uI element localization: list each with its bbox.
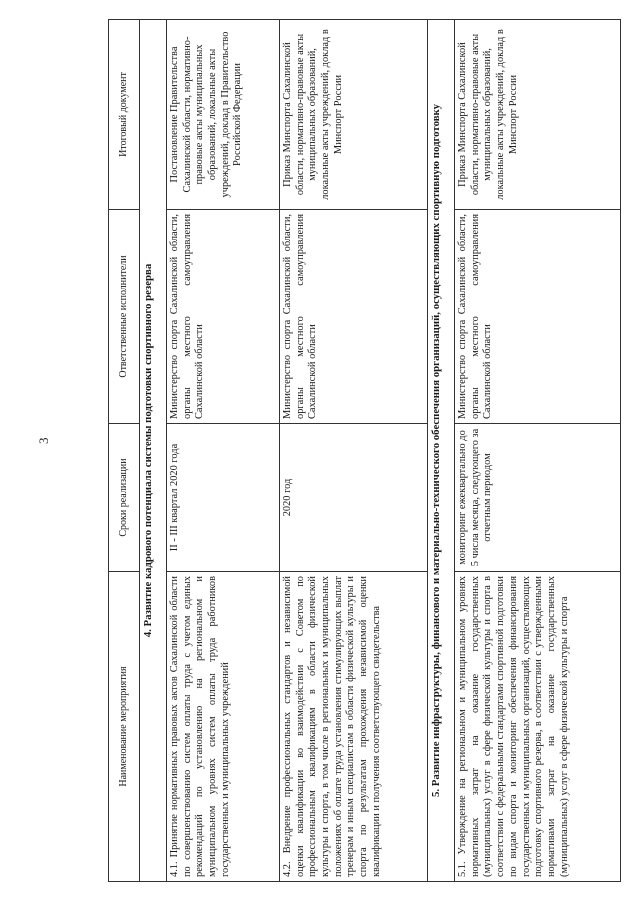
page-number: 3 xyxy=(36,437,51,444)
section-5-title: 5. Развитие инфраструктуры, финансового и материально-технического обеспечения организаций, осуществляющих спортивную подготовку xyxy=(428,20,455,882)
term-cell: II - III квартал 2020 года xyxy=(167,424,280,572)
executors-cell: Министерство спорта Сахалинской области, органы местного самоуправления Сахалинской области xyxy=(279,210,427,424)
table-header-row xyxy=(109,20,140,882)
section-header-row xyxy=(428,20,455,882)
term-cell: 2020 год xyxy=(279,424,427,572)
measure-name-cell: 4.1. Принятие нормативных правовых актов Сахалинской области по совершенствованию систем оплаты труда с учетом единых рекомендаций по установлению на региональном и муниципальном уровнях систем оплаты труда работников государственных и муниципальных учреждений xyxy=(167,572,280,882)
action-plan-table xyxy=(108,19,621,882)
column-header-executors: Ответственные исполнители xyxy=(109,210,140,424)
result-document-cell: Приказ Минспорта Сахалинской области, нормативно-правовые акты муниципальных образований, локальные акты учреждений, доклад в Минспорт России xyxy=(455,20,621,210)
executors-cell: Министерство спорта Сахалинской области, органы местного самоуправления Сахалинской области xyxy=(455,210,621,424)
measure-name-cell: 5.1. Утверждение на региональном и муниципальном уровнях нормативных затрат на оказание государственных (муниципальных) услуг в сфере физической культуры и спорта в соответствии с федеральными стандартами спортивной подготовки по видам спорта и мониторинг обеспечения финансирования государственных и муниципальных организаций, осуществляющих подготовку спортивного резерва, в соответствии с утвержденными нормативами затрат на оказание государственных (муниципальных) услуг в сфере физической культуры и спорта xyxy=(455,572,621,882)
result-document-cell: Приказ Минспорта Сахалинской области, нормативно-правовые акты муниципальных образований, локальные акты учреждений, доклад в Минспорт России xyxy=(279,20,427,210)
column-header-term: Сроки реализации xyxy=(109,424,140,572)
table-row xyxy=(455,20,621,882)
result-document-cell: Постановление Правительства Сахалинской области, нормативно-правовые акты муниципальных образований, локальные акты учреждений, доклад в Правительство Российской Федерации xyxy=(167,20,280,210)
column-header-result: Итоговый документ xyxy=(109,20,140,210)
rotated-page-content xyxy=(108,20,621,882)
term-cell: мониторинг ежеквартально до 5 числа месяца, следующего за отчетным периодом xyxy=(455,424,621,572)
table-row xyxy=(167,20,280,882)
executors-cell: Министерство спорта Сахалинской области, органы местного самоуправления Сахалинской области xyxy=(167,210,280,424)
section-4-title: 4. Развитие кадрового потенциала системы подготовки спортивного резерва xyxy=(140,20,167,882)
column-header-name: Наименование мероприятия xyxy=(109,572,140,882)
measure-name-cell: 4.2. Внедрение профессиональных стандартов и независимой оценки квалификации во взаимодействии с Советом по профессиональным квалификациям в области физической культуры и спорта, в том числе в региональных и муниципальных положениях об оплате труда установления стимулирующих выплат тренерам и иным специалистам в области физической культуры и спорта по результатам прохождения независимой оценки квалификации и получения соответствующего свидетельства xyxy=(279,572,427,882)
table-row xyxy=(279,20,427,882)
section-header-row xyxy=(140,20,167,882)
